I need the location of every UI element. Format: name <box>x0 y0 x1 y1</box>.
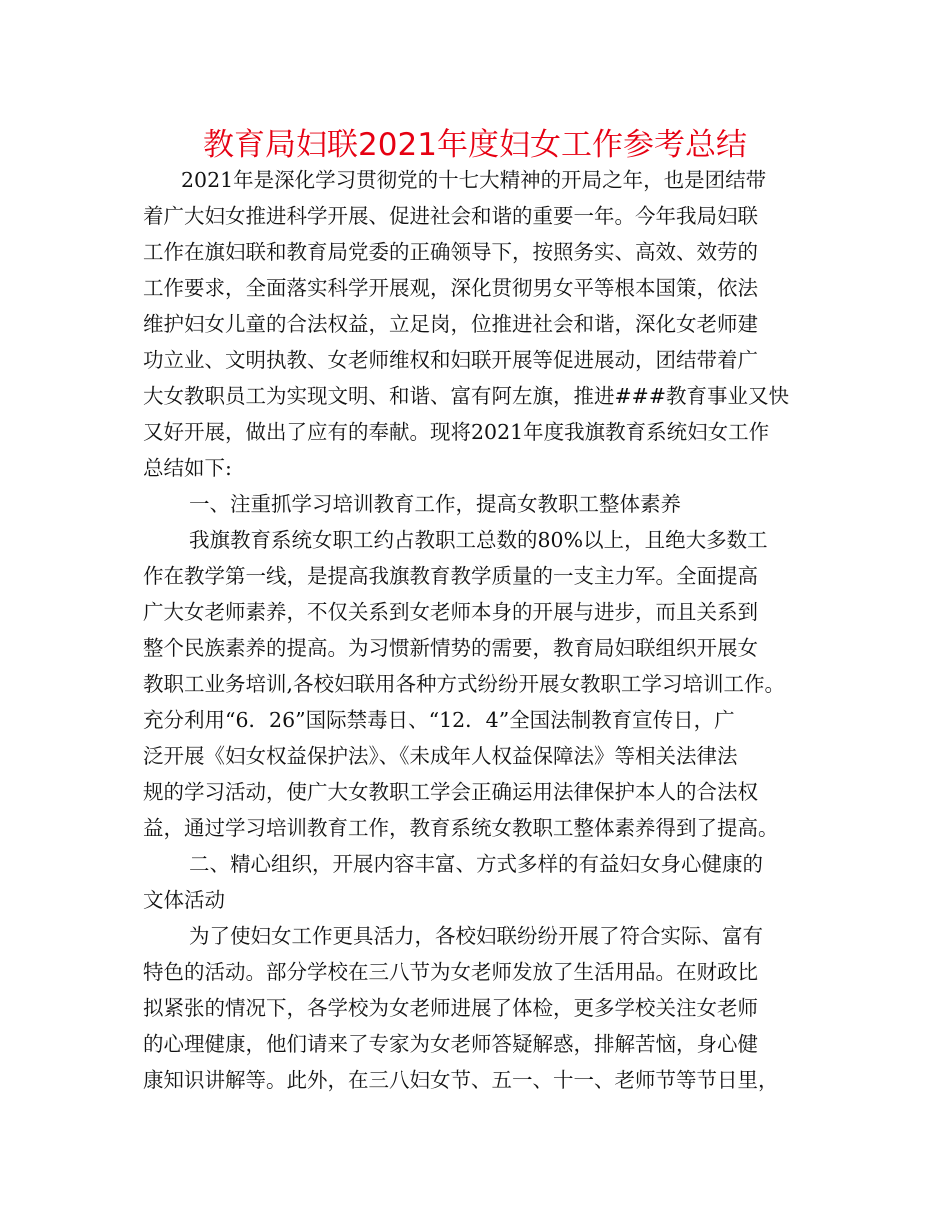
paragraph-line: 特色的活动。部分学校在三八节为女老师发放了生活用品。在财政比 <box>143 960 758 984</box>
section-heading: 一、注重抓学习培训教育工作，提高女教职工整体素养 <box>189 492 681 516</box>
paragraph-line: 又好开展，做出了应有的奉献。现将2021年度我旗教育系统妇女工作 <box>143 420 770 444</box>
paragraph-line: 大女教职员工为实现文明、和谐、富有阿左旗，推进###教育事业又快 <box>143 384 790 408</box>
paragraph-line: 康知识讲解等。此外，在三八妇女节、五一、十一、老师节等节日里， <box>143 1068 779 1092</box>
paragraph-line: 工作在旗妇联和教育局党委的正确领导下，按照务实、高效、效劳的 <box>143 240 758 264</box>
paragraph-line: 我旗教育系统女职工约占教职工总数的80%以上，且绝大多数工 <box>189 528 768 552</box>
paragraph-line: 广大女老师素养，不仅关系到女老师本身的开展与进步，而且关系到 <box>143 600 758 624</box>
document-body <box>143 162 827 1098</box>
paragraph-line: 整个民族素养的提高。为习惯新情势的需要，教育局妇联组织开展女 <box>143 636 758 660</box>
paragraph-line: 充分利用“6．26”国际禁毒日、“12．4”全国法制教育宣传日，广 <box>143 708 735 732</box>
paragraph-line: 为了使妇女工作更具活力，各校妇联纷纷开展了符合实际、富有 <box>189 924 763 948</box>
paragraph-line: 拟紧张的情况下，各学校为女老师进展了体检，更多学校关注女老师 <box>143 996 758 1020</box>
paragraph-line: 的心理健康，他们请来了专家为女老师答疑解惑，排解苦恼，身心健 <box>143 1032 758 1056</box>
paragraph-line: 2021年是深化学习贯彻党的十七大精神的开局之年，也是团结带 <box>181 168 767 192</box>
paragraph-line: 教职工业务培训,各校妇联用各种方式纷纷开展女教职工学习培训工作。 <box>143 672 786 696</box>
paragraph-line: 总结如下: <box>143 456 232 480</box>
paragraph-line: 泛开展《妇女权益保护法》、《未成年人权益保障法》等相关法律法 <box>143 744 738 768</box>
paragraph-line: 工作要求，全面落实科学开展观，深化贯彻男女平等根本国策，依法 <box>143 276 758 300</box>
paragraph-line: 益，通过学习培训教育工作，教育系统女教职工整体素养得到了提高。 <box>143 816 779 840</box>
section-heading: 二、精心组织，开展内容丰富、方式多样的有益妇女身心健康的 <box>189 852 763 876</box>
paragraph-line: 着广大妇女推进科学开展、促进社会和谐的重要一年。今年我局妇联 <box>143 204 758 228</box>
paragraph-line: 作在教学第一线，是提高我旗教育教学质量的一支主力军。全面提高 <box>143 564 758 588</box>
paragraph-line: 维护妇女儿童的合法权益，立足岗，位推进社会和谐，深化女老师建 <box>143 312 758 336</box>
section-heading: 文体活动 <box>143 888 225 912</box>
paragraph-line: 规的学习活动，使广大女教职工学会正确运用法律保护本人的合法权 <box>143 780 758 804</box>
document-title: 教育局妇联2021年度妇女工作参考总结 <box>203 127 747 163</box>
paragraph-line: 功立业、文明执教、女老师维权和妇联开展等促进展动，团结带着广 <box>143 348 758 372</box>
